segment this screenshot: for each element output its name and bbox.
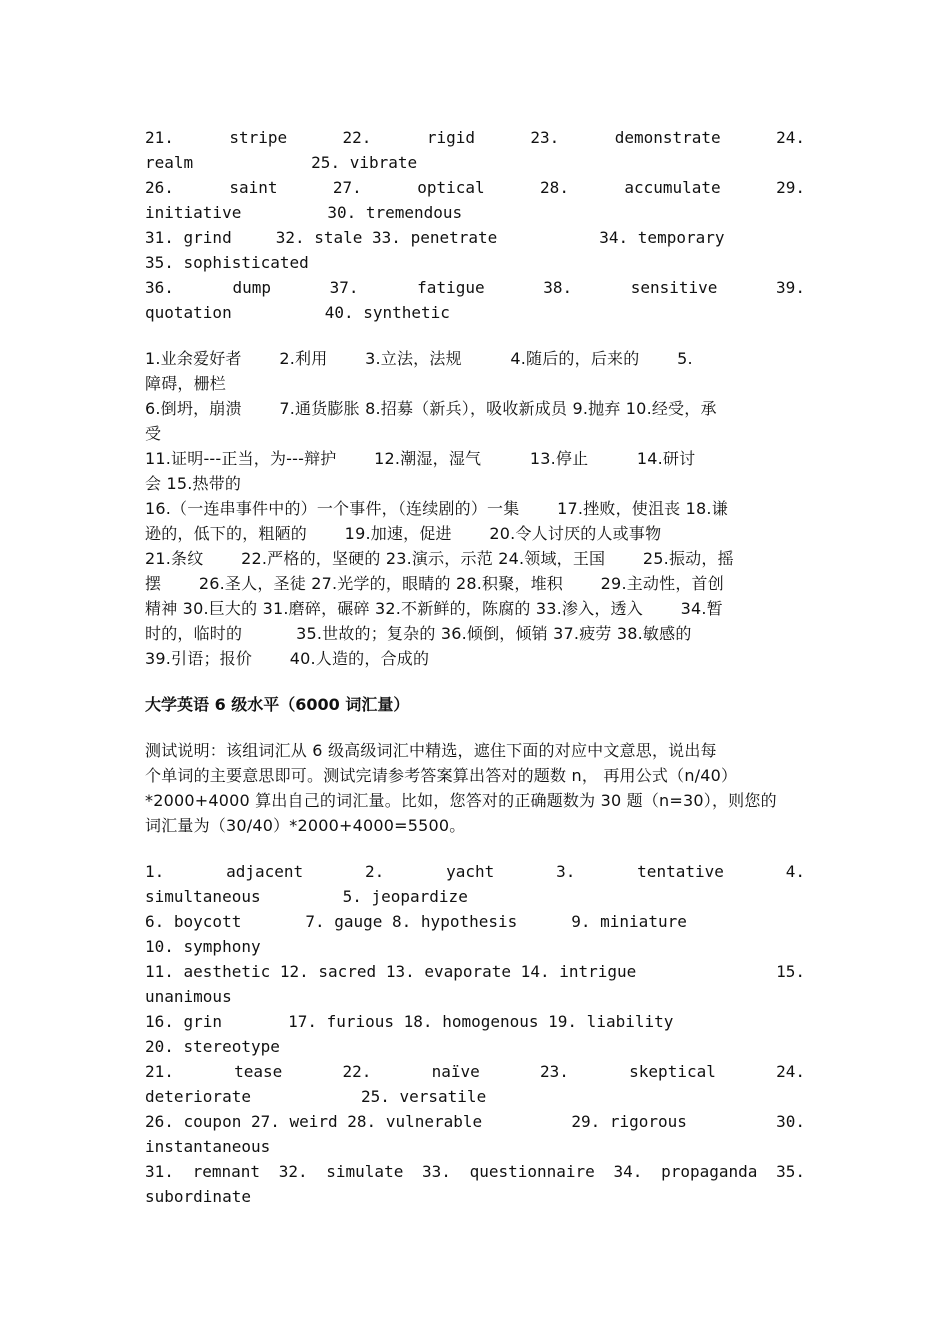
word-line: 21. stripe 22. rigid 23. demonstrate 24. [145, 128, 805, 147]
word-line: unanimous [145, 987, 232, 1006]
answer-line: 39.引语；报价 40.人造的，合成的 [145, 649, 430, 668]
word-line: 31. remnant 32. simulate 33. questionnaire 34. propaganda 35. [145, 1162, 805, 1181]
word-line: 10. symphony [145, 937, 261, 956]
answer-line: 11.证明---正当，为---辩护 12.潮湿，湿气 13.停止 14.研讨 [145, 449, 696, 468]
instruction-line: 个单词的主要意思即可。测试完请参考答案算出答对的题数 n， 再用公式（n/40） [145, 766, 738, 785]
answer-line: 1.业余爱好者 2.利用 3.立法，法规 4.随后的，后来的 5. [145, 349, 693, 368]
word-line: 16. grin 17. furious 18. homogenous 19. liability [145, 1012, 674, 1031]
instruction-line: 测试说明：该组词汇从 6 级高级词汇中精选，遮住下面的对应中文意思，说出每 [145, 741, 717, 760]
answer-line: 时的，临时的 35.世故的；复杂的 36.倾倒，倾销 37.疲劳 38.敏感的 [145, 624, 692, 643]
answer-line: 精神 30.巨大的 31.磨碎，碾碎 32.不新鲜的，陈腐的 33.渗入，透入 34.暂 [145, 599, 723, 618]
word-line: 1. adjacent 2. yacht 3. tentative 4. [145, 862, 805, 881]
answer-line: 障碍，栅栏 [145, 374, 227, 393]
answer-key [145, 346, 805, 671]
word-line: 11. aesthetic 12. sacred 13. evaporate 14. intrigue 15. [145, 962, 805, 981]
word-list-block-2 [145, 859, 805, 1209]
instruction-line: 词汇量为（30/40）*2000+4000=5500。 [145, 816, 466, 835]
instruction-line: *2000+4000 算出自己的词汇量。比如，您答对的正确题数为 30 题（n=30），则您的 [145, 791, 777, 810]
answer-line: 会 15.热带的 [145, 474, 242, 493]
word-line: 26. coupon 27. weird 28. vulnerable 29. rigorous 30. [145, 1112, 805, 1131]
word-line: simultaneous 5. jeopardize [145, 887, 468, 906]
word-line: 26. saint 27. optical 28. accumulate 29. [145, 178, 805, 197]
word-line: instantaneous [145, 1137, 271, 1156]
answer-line: 16.（一连串事件中的）一个事件，（连续剧的）一集 17.挫败，使沮丧 18.谦 [145, 499, 728, 518]
answer-line: 逊的，低下的，粗陋的 19.加速，促进 20.令人讨厌的人或事物 [145, 524, 662, 543]
answer-line: 21.条纹 22.严格的，坚硬的 23.演示，示范 24.领域，王国 25.振动，摇 [145, 549, 734, 568]
word-line: 31. grind 32. stale 33. penetrate 34. temporary [145, 228, 725, 247]
word-line: 6. boycott 7. gauge 8. hypothesis 9. miniature [145, 912, 687, 931]
word-line: initiative 30. tremendous [145, 203, 463, 222]
section-title: 大学英语 6 级水平（6000 词汇量） [145, 695, 410, 714]
word-line: 21. tease 22. naïve 23. skeptical 24. [145, 1062, 805, 1081]
word-line: deteriorate 25. versatile [145, 1087, 487, 1106]
word-line: 36. dump 37. fatigue 38. sensitive 39. [145, 278, 805, 297]
word-line: 20. stereotype [145, 1037, 280, 1056]
word-line: quotation 40. synthetic [145, 303, 450, 322]
word-line: 35. sophisticated [145, 253, 309, 272]
word-list-block-1 [145, 125, 805, 325]
answer-line: 摆 26.圣人，圣徒 27.光学的，眼睛的 28.积聚，堆积 29.主动性，首创 [145, 574, 724, 593]
instructions [145, 738, 805, 838]
document-page [145, 125, 805, 1209]
answer-line: 6.倒坍，崩溃 7.通货膨胀 8.招募（新兵），吸收新成员 9.抛弃 10.经受，承 [145, 399, 717, 418]
word-line: realm 25. vibrate [145, 153, 418, 172]
word-line: subordinate [145, 1187, 251, 1206]
answer-line: 受 [145, 424, 162, 443]
